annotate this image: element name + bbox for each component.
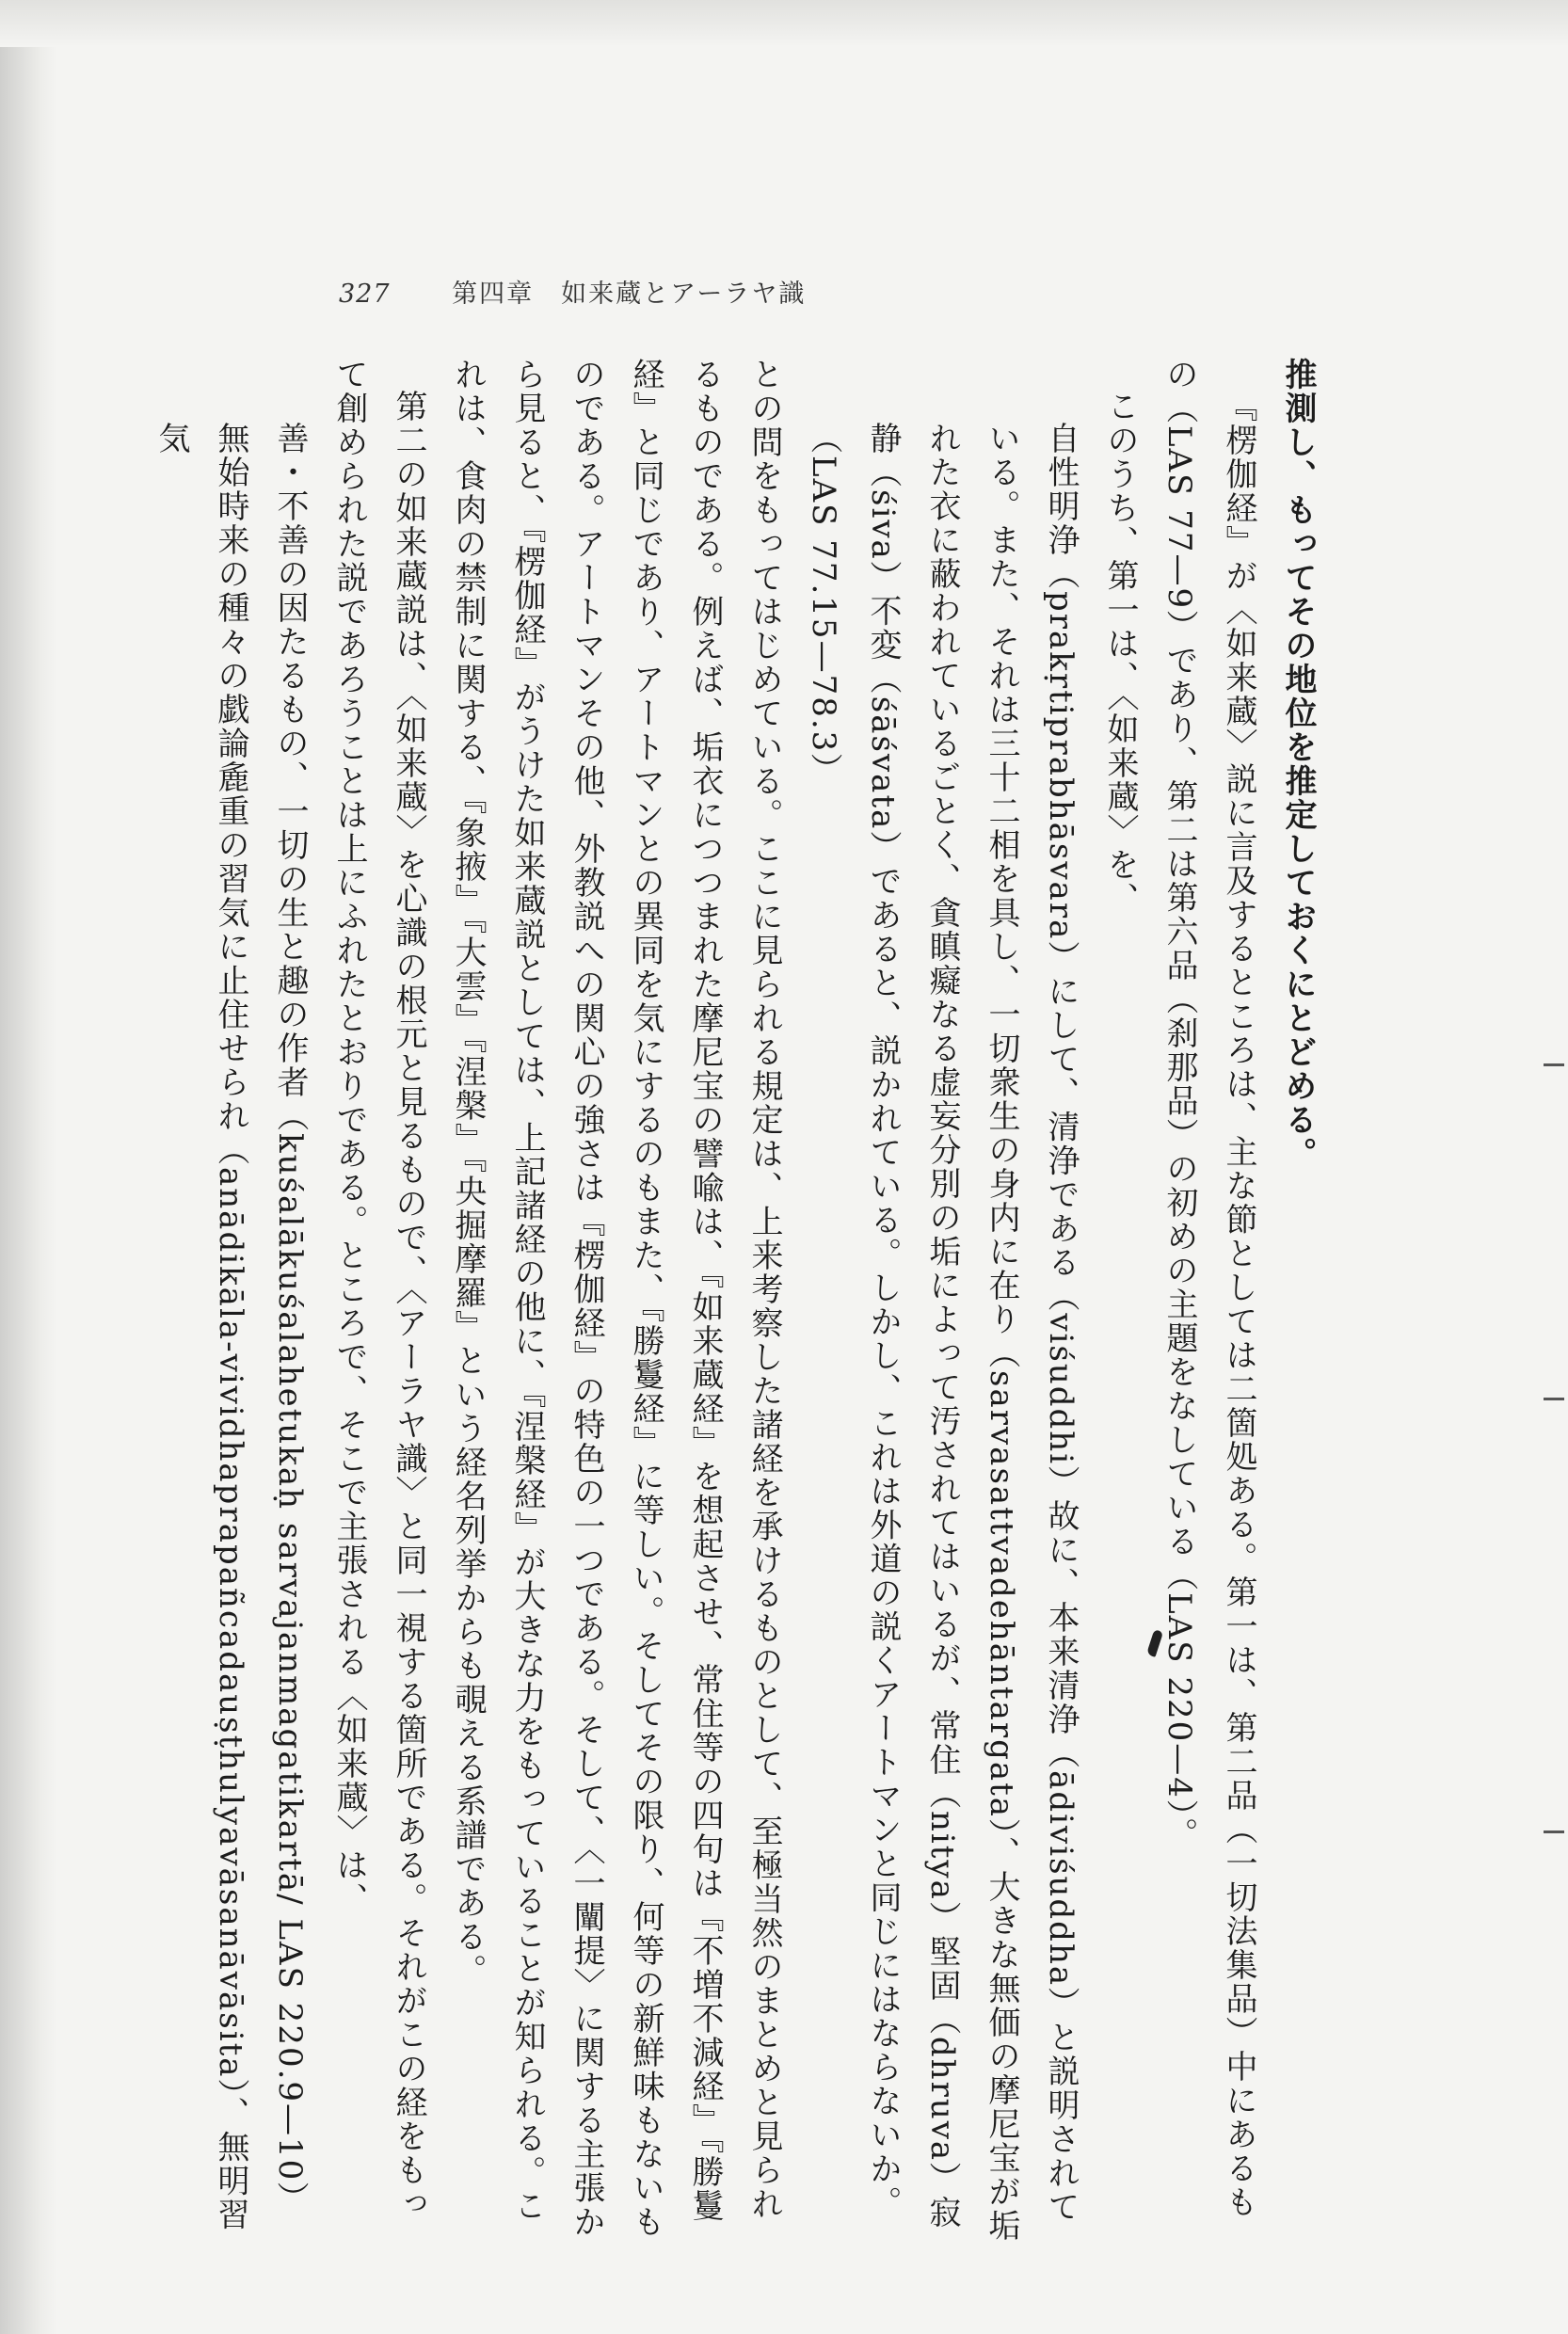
block-quote: 善・不善の因たるもの、一切の生と趣の作者（kuśalākuśalahetukaḥ sarvajanmagatikartā/ LAS 220.9—10） — [271, 422, 309, 2216]
page-edge-marks — [1530, 0, 1568, 2334]
block-quote: 無始時来の種々の戯論麁重の習気に止住せられ（anādikāla-vividhaprapañcadauṣṭhulyavāsanāvāsita）、無明習気 — [152, 422, 249, 2232]
running-head — [339, 273, 806, 310]
paragraph: 推測し、もってその地位を推定しておくにとどめる。 — [1279, 358, 1317, 1171]
page-shadow-top — [0, 0, 1568, 47]
chapter-title: 第四章 如来蔵とアーラヤ識 — [452, 280, 807, 309]
page-body — [152, 358, 1327, 2249]
block-quote: 自性明浄（prakṛtiprabhāsvara）にして、清浄である（viśuddhi）故に、本来清浄（ādiviśuddha）と説明されている。また、それは三十二相を具し、一切衆生の身内に在り（sarvasattvadehāntargata）、大きな無価の摩尼宝が垢れた衣に蔽われているごとく、貪瞋癡なる虚妄分別の垢によって汚されてはいるが、常住（nitya）堅固（dhruva）寂静（śiva）不変（śāśvata）であると、説かれている。しかし、これは外道の説くアートマンと同じにはならないか。（LAS 77.15—78.3） — [805, 422, 1080, 2244]
paragraph: 第二の如来蔵説は、〈如来蔵〉を心識の根元と見るもので、〈アーラヤ識〉と同一視する箇所である。それがこの経をもって創められた説であろうことは上にふれたとおりである。ところで、そこで主張される〈如来蔵〉は、 — [330, 358, 427, 2221]
paragraph: との問をもってはじめている。ここに見られる規定は、上来考察した諸経を承けるものとして、至極当然のまとめと見られるものである。例えば、垢衣につつまれた摩尼宝の譬喩は、『如来蔵経』を想起させ、常住等の四句は『不増不減経』『勝鬘経』と同じであり、アートマンとの異同を気にするのもまた、『勝鬘経』に等しい。そしてその限り、何等の新鮮味もないものである。アートマンその他、外教説への関心の強さは『楞伽経』の特色の一つである。そして、〈一闡提〉に関する主張から見ると、『楞伽経』がうけた如来蔵説としては、上記諸経の他に、『涅槃経』が大きな力をもっていることが知られる。これは、食肉の禁制に関する、『象掖』『大雲』『涅槃』『央掘摩羅』という経名列挙からも覗える系譜である。 — [449, 358, 783, 2239]
paragraph: このうち、第一は、〈如来蔵〉を、 — [1101, 390, 1139, 916]
page-shadow-left — [0, 0, 56, 2334]
paragraph: 『楞伽経』が〈如来蔵〉説に言及するところは、主な節としては二箇処ある。第一は、第二品（一切法集品）中にあるもの（LAS 77—9）であり、第二は第六品（刹那品）の初めの主題をなしている（LAS 220—4）。 — [1160, 358, 1257, 2219]
page-number: 327 — [339, 280, 391, 309]
